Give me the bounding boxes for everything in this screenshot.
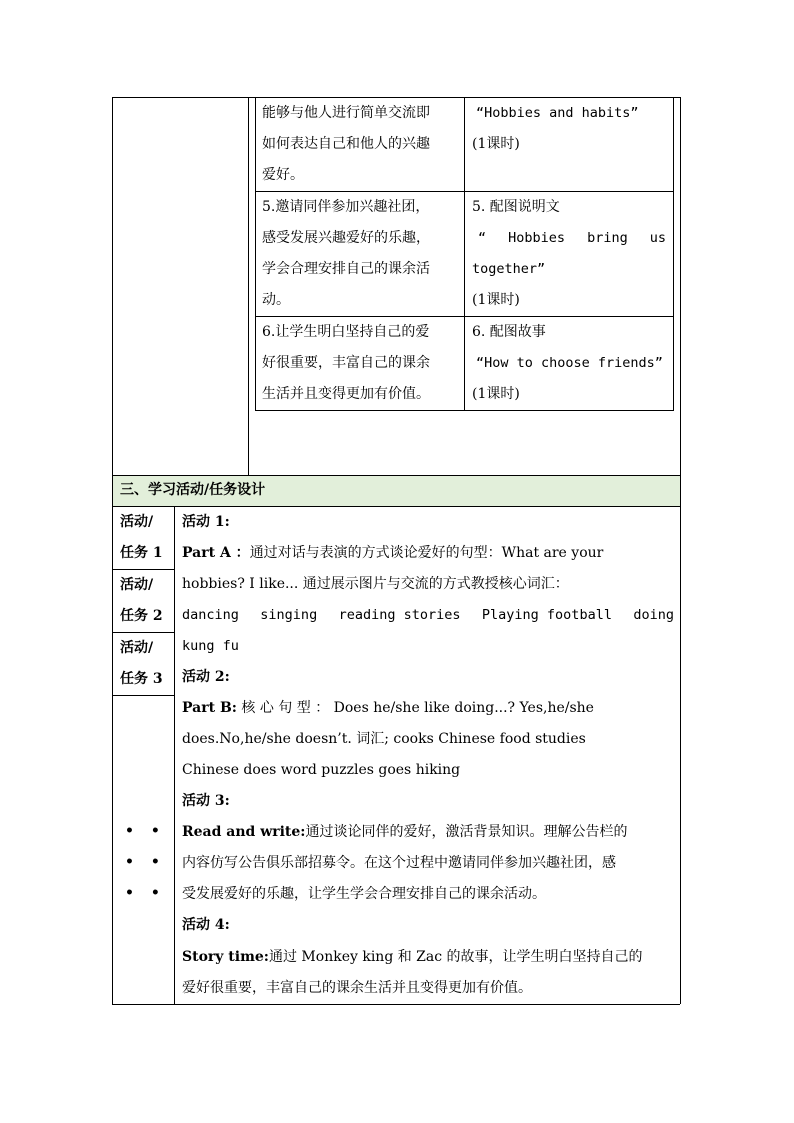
activity-1-line-1 (182, 538, 603, 569)
row3-content-period: (1课时) (472, 386, 520, 402)
read-and-write-label: Read and write: (182, 824, 306, 840)
activity-1-text: 通过对话与表演的方式谈论爱好的句型：What are your (249, 545, 604, 561)
task-2-label-b: 任务 2 (120, 608, 163, 624)
vocab-word: dancing (182, 607, 239, 623)
row1-goal-line-3: 爱好。 (262, 167, 304, 183)
row2-title-word: “ (478, 230, 487, 246)
row2-title-word: us (649, 230, 666, 246)
task-3-label-b: 任务 3 (120, 671, 163, 687)
activity-4-title: 活动 4: (182, 917, 230, 933)
row3-content-type: 6. 配图故事 (472, 324, 546, 340)
activity-3-line-2: 内容仿写公告俱乐部招募令。在这个过程中邀请同伴参加兴趣社团，感 (182, 855, 616, 871)
section-heading: 三、学习活动/任务设计 (120, 482, 266, 498)
part-a-label: Part A ： (182, 545, 250, 561)
ellipsis-row: • • (125, 854, 166, 870)
ellipsis-row: • • (125, 885, 166, 901)
table-left-border (112, 97, 113, 1004)
row1-goal-line-1: 能够与他人进行简单交流即 (262, 105, 430, 121)
row3-goal-line-2: 好很重要，丰富自己的课余 (262, 355, 430, 371)
activity-1-vocab-line (182, 600, 674, 631)
row2-title-word: Hobbies (508, 230, 566, 246)
part-b-label: Part B: (182, 700, 237, 716)
activity-4-text: 通过 Monkey king 和 Zac 的故事，让学生明白坚持自己的 (268, 949, 643, 965)
row3-goal-line-3: 生活并且变得更加有价值。 (262, 386, 430, 402)
row2-content-type: 5. 配图说明文 (472, 199, 560, 215)
table-right-border (680, 97, 681, 1004)
vocab-word: Playing football (481, 607, 612, 623)
row2-goal-line-3: 学会合理安排自己的课余活 (262, 261, 430, 277)
inner-table-left-border (255, 97, 256, 411)
inner-table-bottom-border (255, 410, 673, 411)
activity-3-line-3: 受发展爱好的乐趣，让学生学会合理安排自己的课余活动。 (182, 886, 546, 902)
label-divider-3 (112, 695, 174, 696)
vocab-word: doing (633, 607, 674, 623)
vocab-word: singing (260, 607, 318, 623)
row2-title-word: bring (587, 230, 628, 246)
activity-3-text: 通过谈论同伴的爱好，激活背景知识。理解公告栏的 (305, 824, 628, 840)
ellipsis-row: • • (125, 823, 166, 839)
task-2-label-a: 活动/ (120, 577, 154, 593)
activity-2-line-2: does.No,he/she doesn’t. 词汇; cooks Chinese food studies (182, 731, 586, 747)
row2-content-period: (1课时) (472, 292, 520, 308)
activity-4-line-1 (182, 942, 643, 973)
left-column-divider (248, 97, 249, 475)
row1-goal-line-2: 如何表达自己和他人的兴趣 (262, 136, 430, 152)
activity-1-title: 活动 1: (182, 514, 230, 530)
activity-1-line-2: hobbies? I like... 通过展示图片与交流的方式教授核心词汇： (182, 576, 569, 592)
row1-content-period: (1课时) (472, 136, 520, 152)
inner-table-mid-border (464, 97, 465, 411)
task-3-label-a: 活动/ (120, 640, 154, 656)
row3-content-title: “How to choose friends” (476, 355, 663, 371)
row2-content-title-line-1 (478, 223, 666, 254)
activity-3-line-1 (182, 817, 627, 848)
row3-goal-line-1: 6.让学生明白坚持自己的爱 (262, 324, 430, 340)
task-1-label-a: 活动/ (120, 514, 154, 530)
row2-goal-line-2: 感受发展兴趣爱好的乐趣， (262, 230, 430, 246)
activity-3-title: 活动 3: (182, 793, 230, 809)
row2-goal-line-4: 动。 (262, 292, 290, 308)
row1-content-title: “Hobbies and habits” (476, 105, 639, 121)
activity-2-line-3: Chinese does word puzzles goes hiking (182, 762, 461, 778)
activity-2-line-1 (182, 693, 594, 724)
story-time-label: Story time: (182, 949, 269, 965)
activity-column-divider (174, 506, 175, 1004)
row2-goal-line-1: 5.邀请同伴参加兴趣社团， (262, 199, 430, 215)
vocab-word: reading stories (338, 607, 461, 623)
activity-2-text: 核 心 句 型 ： Does he/she like doing...? Yes,he/she (236, 700, 594, 716)
row2-content-title-line-2: together” (472, 261, 546, 277)
activity-1-line-4: kung fu (182, 638, 239, 654)
table-bottom-border (112, 1004, 680, 1005)
task-1-label-b: 任务 1 (120, 545, 163, 561)
activity-4-line-2: 爱好很重要，丰富自己的课余生活并且变得更加有价值。 (182, 980, 532, 996)
inner-table-right-border (673, 97, 674, 411)
activity-2-title: 活动 2: (182, 669, 230, 685)
